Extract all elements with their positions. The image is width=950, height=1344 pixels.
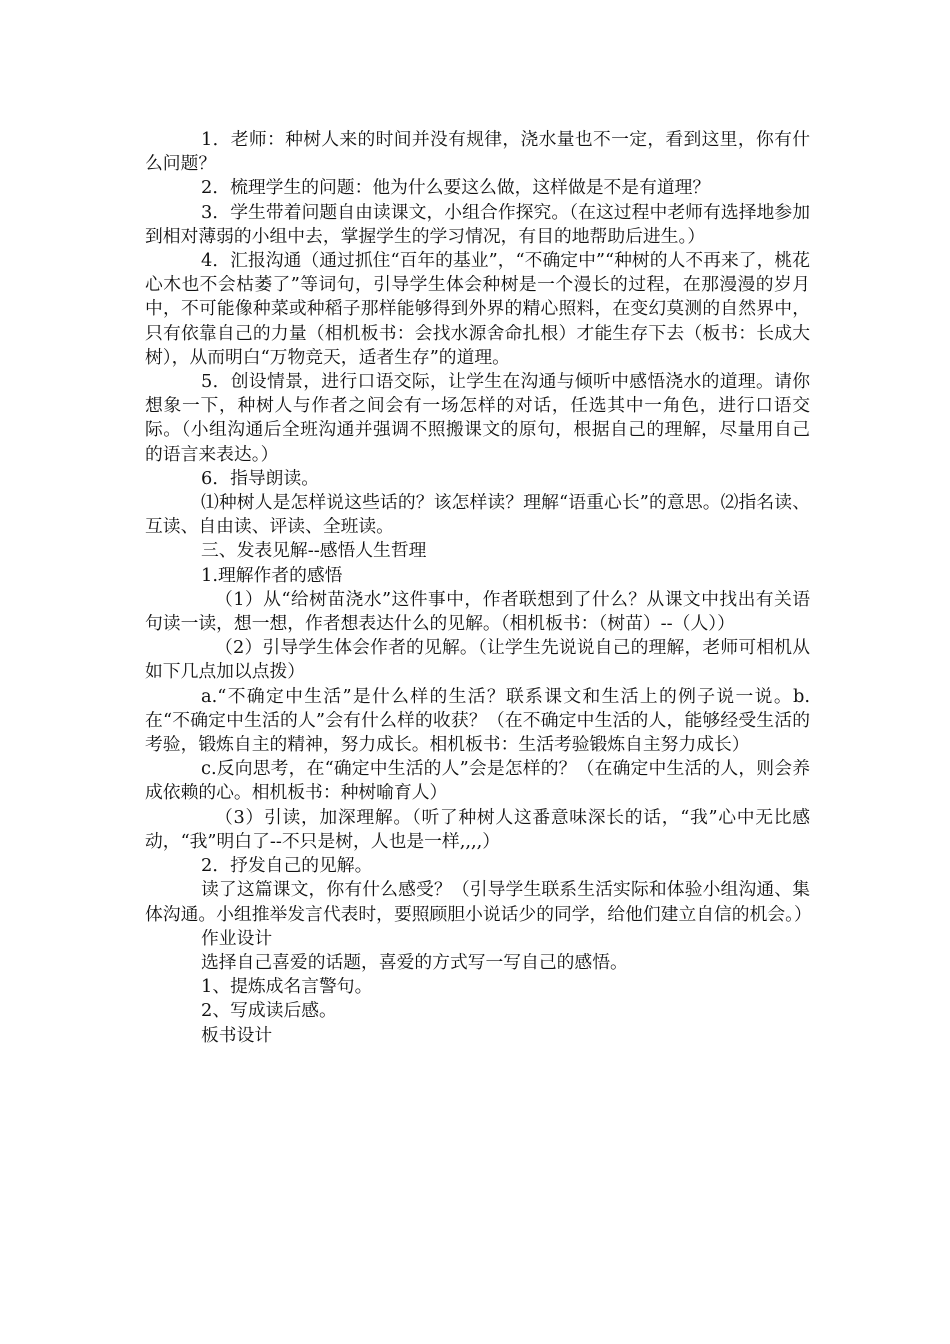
homework-heading: 作业设计 — [201, 927, 273, 949]
paragraph-10: （1）从“给树苗浇水”这件事中，作者联想到了什么？从课文中找出有关语句读一读，想一想，作者想表达什么的见解。（相机板书：（树苗）--（人）） — [145, 588, 810, 635]
homework-item-intro: 选择自己喜爱的话题，喜爱的方式写一写自己的感悟。 — [201, 951, 628, 973]
paragraph-11: （2）引导学生体会作者的见解。（让学生先说说自己的理解，老师可相机从如下几点加以点拨） — [145, 637, 810, 683]
homework-item-2: 2、写成读后感。 — [201, 1000, 337, 1022]
section-heading-3: 三、发表见解--感悟人生哲理 — [201, 540, 427, 562]
paragraph-6: 6．指导朗读。 — [201, 467, 320, 489]
paragraph-3: 3．学生带着问题自由读课文，小组合作探究。（在这过程中老师有选择地参加到相对薄弱的小组中去，掌握学生的学习情况，有目的地帮助后进生。） — [145, 201, 810, 247]
paragraph-13: c.反向思考，在“确定中生活的人”会是怎样的？（在确定中生活的人，则会养成依赖的心。相机板书：种树喻育人） — [145, 758, 810, 804]
paragraph-4: 4．汇报沟通（通过抓住“百年的基业”，“不确定中”“种树的人不再来了，桃花心木也不会枯萎了”等词句，引导学生体会种树是一个漫长的过程，在那漫漫的岁月中，不可能像种菜或种稻子那样能够得到外界的精心照料，在变幻莫测的自然界中，只有依靠自己的力量（相机板书：会找水源舍命扎根）才能生存下去（板书：长成大树），从而明白“万物竞天，适者生存”的道理。 — [145, 250, 810, 368]
paragraph-1: 1．老师：种树人来的时间并没有规律，浇水量也不一定，看到这里，你有什么问题？ — [145, 129, 810, 175]
paragraph-16: 读了这篇课文，你有什么感受？（引导学生联系生活实际和体验小组沟通、集体沟通。小组推举发言代表时，要照顾胆小说话少的同学，给他们建立自信的机会。） — [145, 879, 812, 925]
board-design-heading: 板书设计 — [201, 1024, 273, 1046]
subheading-2: 2．抒发自己的见解。 — [201, 855, 373, 877]
subheading-1: 1.理解作者的感悟 — [201, 564, 343, 586]
paragraph-2: 2．梳理学生的问题：他为什么要这么做，这样做是不是有道理？ — [201, 177, 711, 199]
document-body — [145, 128, 810, 1048]
paragraph-5: 5．创设情景，进行口语交际，让学生在沟通与倾听中感悟浇水的道理。请你想象一下，种树人与作者之间会有一场怎样的对话，任选其中一角色，进行口语交际。（小组沟通后全班沟通并强调不照搬课文的原句，根据自己的理解，尽量用自己的语言来表达。） — [145, 371, 810, 465]
paragraph-14: （3）引读，加深理解。（听了种树人这番意味深长的话，“我”心中无比感动，“我”明白了--不只是树，人也是一样,,,,） — [145, 806, 810, 852]
paragraph-12: a.“不确定中生活”是什么样的生活？联系课文和生活上的例子说一说。b.在“不确定中生活的人”会有什么样的收获？（在不确定中生活的人，能够经受生活的考验，锻炼自主的精神，努力成长。相机板书：生活考验锻炼自主努力成长） — [145, 685, 810, 756]
paragraph-7: ⑴种树人是怎样说这些话的？该怎样读？理解“语重心长”的意思。⑵指名读、互读、自由读、评读、全班读。 — [145, 492, 810, 538]
homework-item-1: 1、提炼成名言警句。 — [201, 976, 373, 998]
